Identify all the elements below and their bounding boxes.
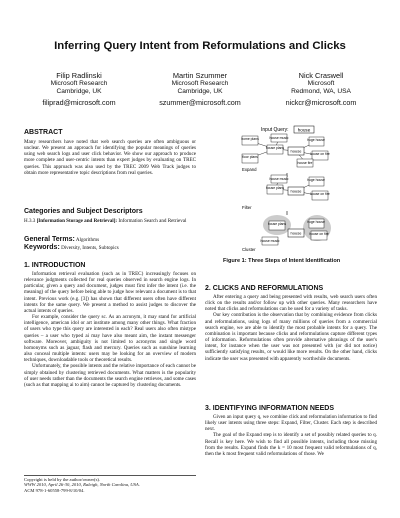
footnote-line: ACM 978-1-60558-799-8/10/04. — [24, 487, 85, 493]
node-label: house plans — [265, 186, 285, 190]
author-email: filiprad@microsoft.com — [42, 98, 116, 107]
category-rest: Information Search and Retrieval — [118, 218, 187, 224]
step-label: Cluster — [242, 247, 256, 252]
footnote — [24, 475, 196, 493]
node-label: house on fire — [310, 192, 330, 196]
node-label: house on fire — [310, 152, 330, 156]
input-query-value: house — [297, 127, 311, 133]
author-name: Martin Szummer — [172, 71, 228, 80]
figure-caption: Figure 1: Three Steps of Intent Identification — [223, 258, 341, 264]
node-label: house plans — [267, 222, 287, 226]
paragraph: Given an input query q, we combine click and reformulation information to find likely user intents using three steps: Expand, Filter, Cluster. Each step is described next. — [205, 414, 377, 433]
section-1-body — [24, 271, 196, 388]
author-block — [266, 72, 376, 107]
node-label: huge house — [307, 220, 325, 224]
category-code: H.3.3 — [24, 218, 36, 224]
step-label: Filter — [242, 205, 252, 210]
author-org: Microsoft — [307, 80, 335, 87]
footnote-line: Copyright is held by the author/owner(s). — [24, 477, 101, 482]
input-query-label: Input Query: — [261, 127, 289, 133]
author-org: Microsoft Research — [50, 80, 108, 87]
section-1-heading: 1. INTRODUCTION — [24, 262, 86, 269]
author-org: Microsoft Research — [171, 80, 229, 87]
keywords-value: Diversity, Intents, Subtopics — [61, 245, 119, 251]
node-label: floor plans — [242, 155, 258, 159]
node-label: house on fire — [309, 232, 329, 236]
author-block — [24, 72, 134, 107]
node-label: huge house — [307, 178, 325, 182]
section-2-body — [205, 294, 377, 362]
paragraph: The goal of the Expand step is to identify a set of possibly related queries to q. Recall is key here. We wish to find all possible intents, including those missing from the results. Expand finds the k = 10 most frequent valid reformulations of q, then the k most frequent valid reformulations of those. We — [205, 432, 377, 457]
categories-heading: Categories and Subject Descriptors — [24, 208, 143, 215]
author-name: Nick Craswell — [298, 71, 344, 80]
author-place: Redmond, WA, USA — [291, 88, 351, 95]
expand-panel — [241, 134, 330, 172]
intent-figure — [205, 125, 377, 257]
node-label: house music — [260, 239, 280, 243]
categories-text — [24, 218, 196, 224]
cluster-panel — [242, 215, 331, 252]
node-label: house music — [269, 177, 289, 181]
author-email: szummer@microsoft.com — [159, 98, 241, 107]
node-label: house plans — [265, 146, 285, 150]
general-terms-value: Algorithms — [75, 237, 100, 243]
section-2-heading: 2. CLICKS AND REFORMULATIONS — [205, 285, 324, 292]
footnote-line: WWW 2010, April 26-30, 2010, Raleigh, North Carolina, USA. — [24, 482, 140, 488]
author-block — [145, 72, 255, 107]
author-place: Cambridge, UK — [56, 88, 102, 95]
author-name: Filip Radlinski — [56, 71, 102, 80]
node-label: house fire — [297, 161, 313, 165]
node-label: house music — [269, 136, 289, 140]
paragraph: Information retrieval evaluation (such as in TREC) increasingly focuses on relevance judgments collected for real queries observed in search engine logs. In particular, given a query and document, judges must first infer the intent (i.e. the meaning) of the query before being able to judge how relevant a document is to that intent. Previous work (e.g. [3]) has shown that different users often have different intents for the same query. We present a method to assist judges to discover the actual intents of queries. — [24, 271, 196, 314]
section-3-body — [205, 414, 377, 457]
filter-panel — [242, 175, 330, 210]
section-3-heading: 3. IDENTIFYING INFORMATION NEEDS — [205, 405, 334, 412]
category-bold: [Information Storage and Retrieval]: — [36, 218, 118, 224]
node-label: house — [290, 148, 302, 154]
node-label: home plans — [241, 137, 259, 141]
abstract-heading: ABSTRACT — [24, 129, 63, 136]
node-label: house — [290, 188, 302, 194]
paragraph: Our key contribution is the observation that by combining evidence from clicks and reformulations, using logs of many millions of queries from a commercial search engine, we are able to identify the most probable intents for a query. The combination is important because clicks and reformulations capture different types of information. Reformulations often provide alternative phrasings of the user's intent, for instance when the user was not presented with (or did not notice) sufficiently satisfying results, or would like more results. On the other hand, clicks indicate the user was presented with apparently worthwhile documents. — [205, 312, 377, 362]
step-label: Expand — [242, 167, 257, 172]
node-label: house — [290, 230, 302, 236]
general-terms — [24, 236, 196, 252]
general-terms-heading: General Terms: — [24, 236, 75, 243]
author-email: nickcr@microsoft.com — [285, 98, 357, 107]
abstract-text: Many researchers have noted that web search queries are often ambiguous or unclear. We present an approach for identifying the popular meanings of queries using web search logs and user click behavior. We show our approach to produce more complete and user-centric intents than expert judges by evaluating on TREC queries. This approach was also used by the TREC 2009 Web Track judges to obtain more representative topic descriptions from real queries. — [24, 139, 196, 176]
node-label: huge house — [307, 138, 325, 142]
paragraph: Unfortunately, the possible intents and the relative importance of each cannot be simply obtained by clustering retrieved documents. What matters is the popularity of user needs rather than the documents the search engine retrieves, and some cases (such as that mapping ai to aim) cannot be captured by clustering documents. — [24, 363, 196, 388]
paragraph: For example, consider the query sc. As an acronym, it may stand for artificial intelligence, american idol or art institute among many other things. What fraction of users who type this query are interested in each? Real users also often mistype queries – a user who typed ai may have also meant aim, the instant messenger software. Moreover, ambiguity is not limited to acronyms and single word homonyms such as jaguar, flash and mercury. Queries such as sunshine learning also conceal multiple intents: users may be looking for an overview of modern techniques, downloadable tools or theoretical results. — [24, 314, 196, 364]
paper-title: Inferring Query Intent from Reformulations and Clicks — [54, 40, 346, 52]
keywords-heading: Keywords: — [24, 244, 60, 251]
author-place: Cambridge, UK — [177, 88, 223, 95]
paragraph: After entering a query and being presented with results, web search users often click on the results and/or follow up with other queries. Many researchers have noted that clicks and reformulations can be used for a variety of tasks. — [205, 294, 377, 313]
